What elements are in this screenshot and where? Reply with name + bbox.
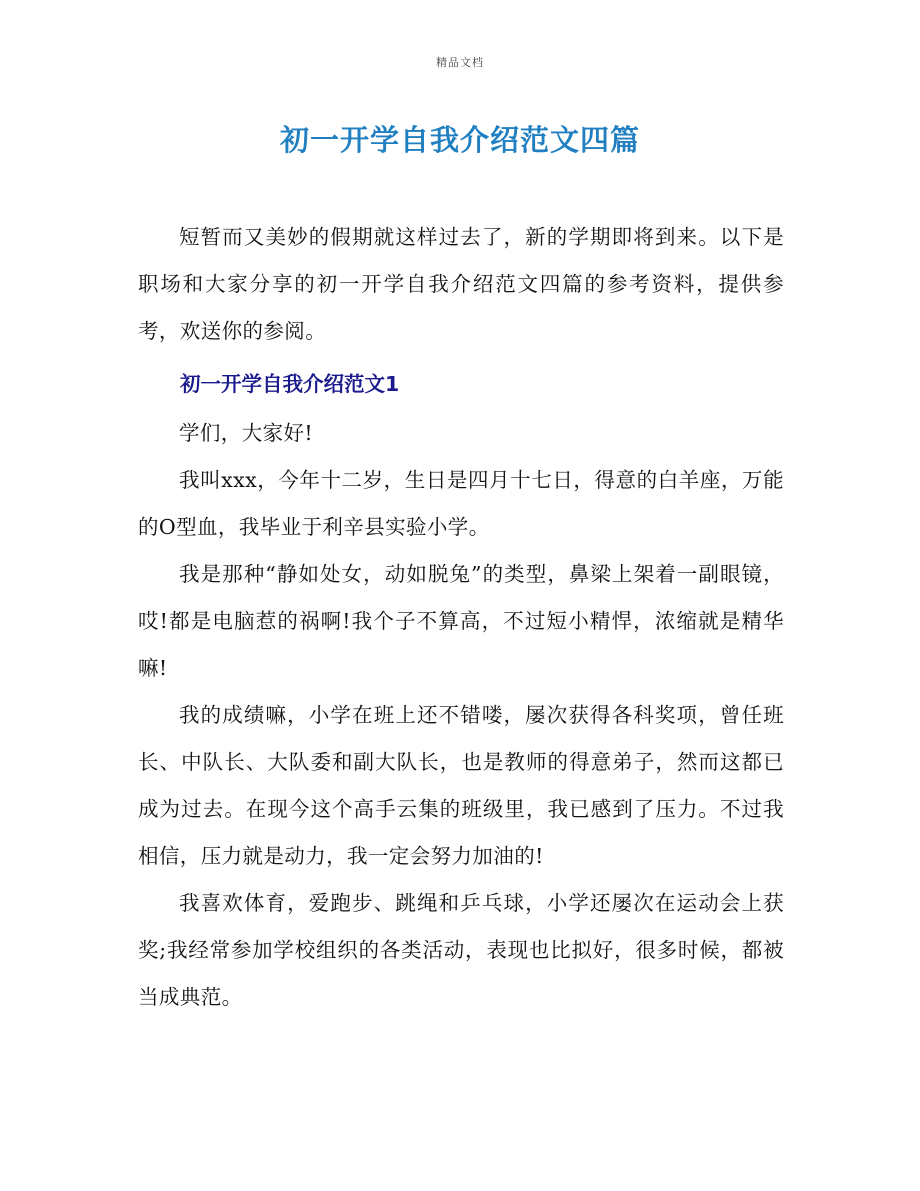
- body-paragraph: 我叫xxx，今年十二岁，生日是四月十七日，得意的白羊座，万能的O型血，我毕业于利辛县实验小学。: [138, 468, 784, 539]
- body-paragraph: 我是那种“静如处女，动如脱兔”的类型，鼻梁上架着一副眼镜，哎!都是电脑惹的祸啊!我个子不算高，不过短小精悍，浓缩就是精华嘛!: [138, 562, 784, 680]
- header-label: 精品文档: [436, 56, 484, 69]
- document-title: 初一开学自我介绍范文四篇: [279, 123, 640, 157]
- body-paragraph: 我喜欢体育，爱跑步、跳绳和乒乓球，小学还屡次在运动会上获奖;我经常参加学校组织的各类活动，表现也比拟好，很多时候，都被当成典范。: [138, 891, 784, 1009]
- section-heading: 初一开学自我介绍范文1: [180, 372, 400, 396]
- body-paragraph: 学们，大家好!: [179, 421, 314, 445]
- body-paragraph: 我的成绩嘛，小学在班上还不错喽，屡次获得各科奖项，曾任班长、中队长、大队委和副大队长，也是教师的得意弟子，然而这都已成为过去。在现今这个高手云集的班级里，我已感到了压力。不过我相信，压力就是动力，我一定会努力加油的!: [138, 703, 784, 868]
- document-body: [138, 214, 784, 1021]
- intro-paragraph: 短暂而又美妙的假期就这样过去了，新的学期即将到来。以下是职场和大家分享的初一开学自我介绍范文四篇的参考资料，提供参考，欢送你的参阅。: [138, 225, 784, 343]
